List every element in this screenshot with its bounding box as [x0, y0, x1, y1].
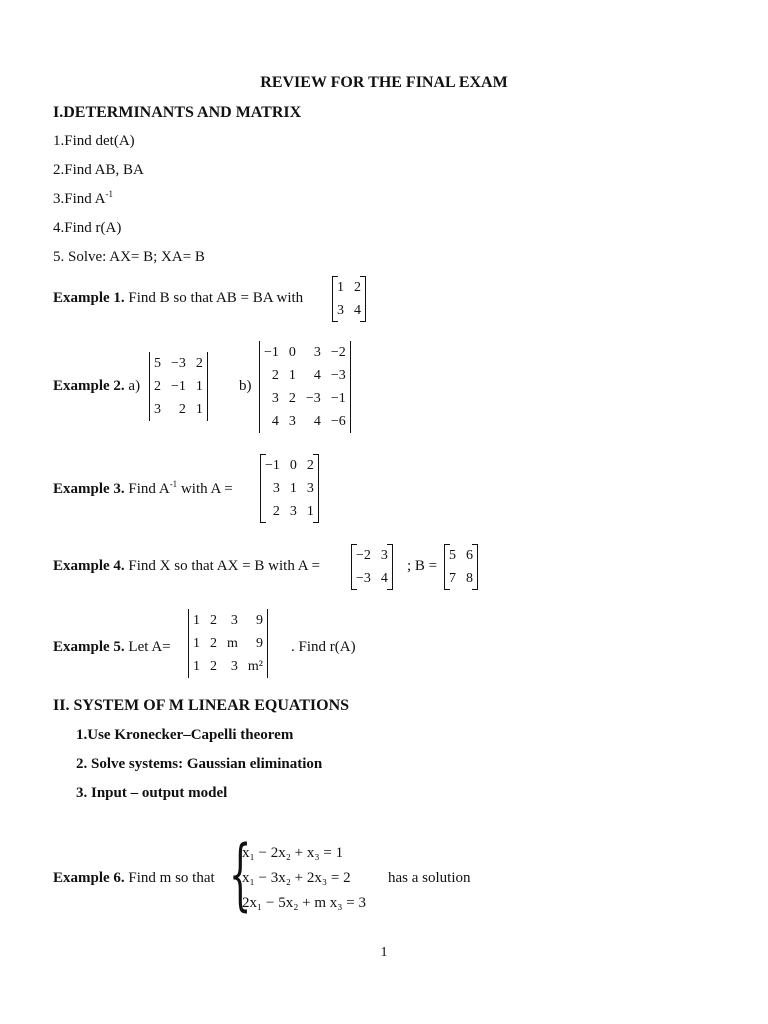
list-item: 1.Find det(A) — [53, 133, 135, 149]
matrix-cell: 2 — [306, 458, 314, 473]
matrix-cell: 4 — [313, 414, 321, 429]
example-5-after: . Find r(A) — [291, 639, 356, 655]
matrix-cell: 3 — [337, 303, 344, 318]
matrix-row — [260, 454, 319, 477]
matrix-ex4-b — [444, 544, 478, 590]
matrix-cell: 5 — [154, 356, 161, 371]
list-item: 5. Solve: AX= B; XA= B — [53, 249, 205, 265]
matrix-row — [149, 352, 208, 375]
section-1-heading: I.DETERMINANTS AND MATRIX — [53, 104, 302, 121]
matrix-cell: 3 — [313, 345, 321, 360]
matrix-cell: 1 — [193, 636, 200, 651]
equation: x₁ − 2x₂ + x₃ = 1 — [242, 845, 344, 861]
matrix-cell: 1 — [195, 379, 203, 394]
matrix-row — [259, 387, 351, 410]
page-title: REVIEW FOR THE FINAL EXAM — [260, 74, 508, 91]
matrix-row — [188, 609, 268, 632]
example-3: Example 3. Find $A^{-1}$ with A = — [53, 479, 233, 497]
list-item: 2.Find AB, BA — [53, 162, 144, 178]
section-2-heading: II. SYSTEM OF M LINEAR EQUATIONS — [53, 697, 350, 714]
matrix-cell: 4 — [380, 571, 388, 586]
matrix-cell: −1 — [265, 458, 280, 473]
matrix-cell: 2 — [210, 659, 217, 674]
list-item: 3. Input – output model — [76, 785, 228, 801]
matrix-cell: 8 — [466, 571, 473, 586]
matrix-cell: 1 — [193, 613, 200, 628]
matrix-row — [188, 655, 268, 678]
example-6: Example 6. Find m so that — [53, 870, 215, 886]
example-2-b-label: b) — [239, 378, 252, 394]
list-item: 3.Find $A^{-1}$ — [53, 189, 114, 207]
equation-system — [242, 841, 366, 916]
matrix-cell: 3 — [380, 548, 388, 563]
matrix-cell: 3 — [230, 613, 238, 628]
matrix-cell: 0 — [289, 458, 297, 473]
equation: x₁ − 3x₂ + 2x₃ = 2 — [242, 870, 351, 886]
matrix-cell: 4 — [271, 414, 279, 429]
matrix-cell: 6 — [466, 548, 473, 563]
matrix-cell: 3 — [306, 481, 314, 496]
matrix-cell: 3 — [154, 402, 161, 417]
matrix-cell: m² — [247, 659, 263, 674]
example-6-after: has a solution — [388, 870, 471, 886]
matrix-cell: −6 — [330, 414, 346, 429]
matrix-cell: −1 — [264, 345, 279, 360]
matrix-cell: 3 — [288, 414, 296, 429]
matrix-cell: 2 — [272, 504, 280, 519]
matrix-cell: 5 — [449, 548, 456, 563]
example-1: Example 1. Find B so that AB = BA with — [53, 290, 304, 306]
matrix-cell: −3 — [330, 368, 346, 383]
matrix-cell: 2 — [154, 379, 161, 394]
matrix-cell: 2 — [210, 636, 217, 651]
matrix-row — [149, 398, 208, 421]
matrix-ex5 — [188, 609, 268, 678]
matrix-cell: 3 — [289, 504, 297, 519]
matrix-cell: −1 — [171, 379, 186, 394]
matrix-cell: 1 — [193, 659, 200, 674]
example-2: Example 2. a) — [53, 378, 141, 394]
matrix-cell: 2 — [288, 391, 296, 406]
matrix-ex1 — [332, 276, 366, 322]
list-item: 4.Find r(A) — [53, 220, 122, 236]
matrix-row — [188, 632, 268, 655]
matrix-cell: 2 — [210, 613, 217, 628]
matrix-cell: −3 — [171, 356, 186, 371]
list-item: 1.Use Kronecker–Capelli theorem — [76, 727, 294, 743]
matrix-cell: 2 — [354, 280, 361, 295]
matrix-cell: 4 — [313, 368, 321, 383]
list-item: 2. Solve systems: Gaussian elimination — [76, 756, 323, 772]
example-4-separator: ; B = — [407, 558, 438, 574]
matrix-cell: 4 — [354, 303, 361, 318]
matrix-cell: 1 — [337, 280, 344, 295]
matrix-row — [260, 500, 319, 523]
matrix-row — [149, 375, 208, 398]
matrix-cell: 3 — [272, 481, 280, 496]
matrix-row — [259, 410, 351, 433]
matrix-cell: 1 — [288, 368, 296, 383]
matrix-cell: 3 — [230, 659, 238, 674]
matrix-cell: −3 — [305, 391, 321, 406]
equation: 2x₁ − 5x₂ + m x₃ = 3 — [242, 895, 366, 911]
matrix-cell: 2 — [178, 402, 186, 417]
example-5: Example 5. Let A= — [53, 639, 171, 655]
matrix-cell: −1 — [330, 391, 346, 406]
matrix-cell: −2 — [330, 345, 346, 360]
determinant-ex2a — [149, 352, 208, 421]
matrix-row — [259, 364, 351, 387]
matrix-cell: 9 — [255, 613, 263, 628]
matrix-cell: −2 — [356, 548, 371, 563]
matrix-cell: −3 — [356, 571, 371, 586]
matrix-cell: 7 — [449, 571, 456, 586]
matrix-cell: 1 — [306, 504, 314, 519]
determinant-ex2b — [259, 341, 351, 433]
page-number: 1 — [380, 945, 388, 960]
matrix-row — [260, 477, 319, 500]
matrix-row — [259, 341, 351, 364]
matrix-cell: 3 — [271, 391, 279, 406]
example-4: Example 4. Find X so that AX = B with A = — [53, 558, 320, 574]
matrix-ex3 — [260, 454, 319, 523]
matrix-cell: 9 — [255, 636, 263, 651]
matrix-cell: m — [227, 636, 238, 651]
matrix-cell: 2 — [271, 368, 279, 383]
matrix-ex4-a — [351, 544, 393, 590]
brace-glyph: { — [229, 830, 252, 920]
matrix-cell: 1 — [195, 402, 203, 417]
matrix-cell: 0 — [288, 345, 296, 360]
matrix-cell: 2 — [195, 356, 203, 371]
matrix-cell: 1 — [289, 481, 297, 496]
